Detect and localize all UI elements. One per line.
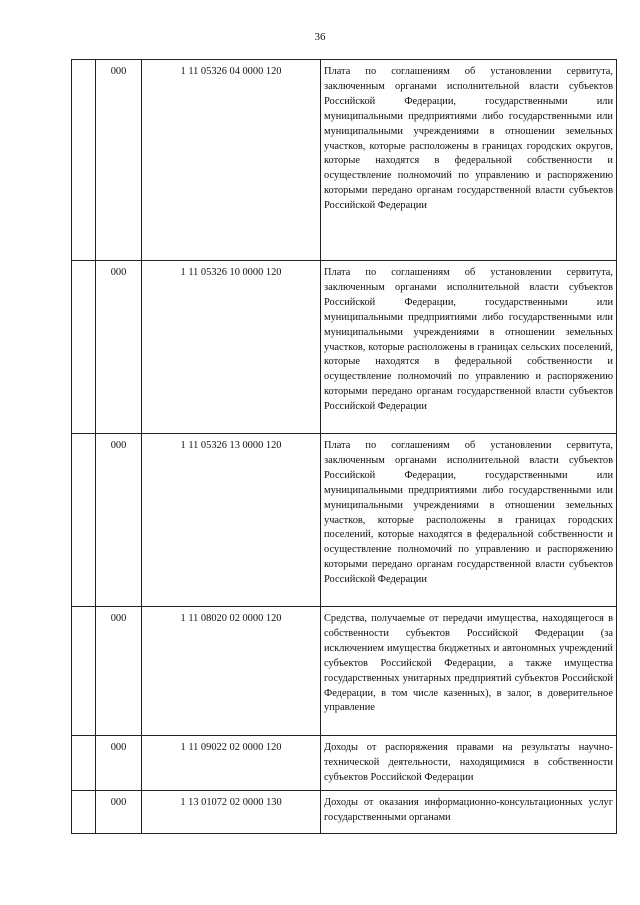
table-row — [72, 607, 617, 736]
table-row — [72, 261, 617, 434]
revenue-code-cell: 1 11 09022 02 0000 120 — [142, 736, 321, 791]
empty-cell — [72, 791, 96, 834]
table-row — [72, 434, 617, 607]
admin-code-cell: 000 — [96, 607, 142, 736]
admin-code-cell: 000 — [96, 261, 142, 434]
empty-cell — [72, 261, 96, 434]
description-cell: Средства, получаемые от передачи имущества, находящегося в собственности субъектов Российской Федерации (за исключением имущества бюджетных и автономных учреждений субъектов Российской Федерации, а также имущества государственных унитарных предприятий субъектов Российской Федерации, в том числе казенных), в залог, в доверительное управление — [321, 607, 617, 736]
admin-code-cell: 000 — [96, 791, 142, 834]
description-cell: Плата по соглашениям об установлении сервитута, заключенным органами исполнительной власти субъектов Российской Федерации, государственными или муниципальными предприятиями либо государственными или муниципальными учреждениями в отношении земельных участков, которые расположены в границах сельских поселений, которые находятся в федеральной собственности и осуществление полномочий по управлению и распоряжению которыми передано органам государственной власти субъектов Российской Федерации — [321, 261, 617, 434]
description-cell: Доходы от оказания информационно-консультационных услуг государственными органами — [321, 791, 617, 834]
admin-code-cell: 000 — [96, 434, 142, 607]
revenue-codes-table — [71, 59, 617, 834]
revenue-code-cell: 1 11 05326 10 0000 120 — [142, 261, 321, 434]
revenue-code-cell: 1 11 05326 04 0000 120 — [142, 60, 321, 261]
empty-cell — [72, 607, 96, 736]
revenue-code-cell: 1 11 08020 02 0000 120 — [142, 607, 321, 736]
empty-cell — [72, 736, 96, 791]
revenue-code-cell: 1 13 01072 02 0000 130 — [142, 791, 321, 834]
empty-cell — [72, 60, 96, 261]
description-cell: Доходы от распоряжения правами на результаты научно-технической деятельности, находящимися в собственности субъектов Российской Федерации — [321, 736, 617, 791]
table-row — [72, 60, 617, 261]
empty-cell — [72, 434, 96, 607]
description-cell: Плата по соглашениям об установлении сервитута, заключенным органами исполнительной власти субъектов Российской Федерации, государственными или муниципальными предприятиями либо государственными или муниципальными учреждениями в отношении земельных участков, которые расположены в границах городских поселений, которые находятся в федеральной собственности и осуществление полномочий по управлению и распоряжению которыми передано органам государственной власти субъектов Российской Федерации — [321, 434, 617, 607]
page-number: 36 — [314, 31, 326, 43]
table-row — [72, 736, 617, 791]
admin-code-cell: 000 — [96, 60, 142, 261]
description-cell: Плата по соглашениям об установлении сервитута, заключенным органами исполнительной власти субъектов Российской Федерации, государственными или муниципальными предприятиями либо государственными или муниципальными учреждениями в отношении земельных участков, которые расположены в границах городских округов, которые находятся в федеральной собственности и осуществление полномочий по управлению и распоряжению которыми передано органам государственной власти субъектов Российской Федерации — [321, 60, 617, 261]
admin-code-cell: 000 — [96, 736, 142, 791]
table-row — [72, 791, 617, 834]
revenue-code-cell: 1 11 05326 13 0000 120 — [142, 434, 321, 607]
